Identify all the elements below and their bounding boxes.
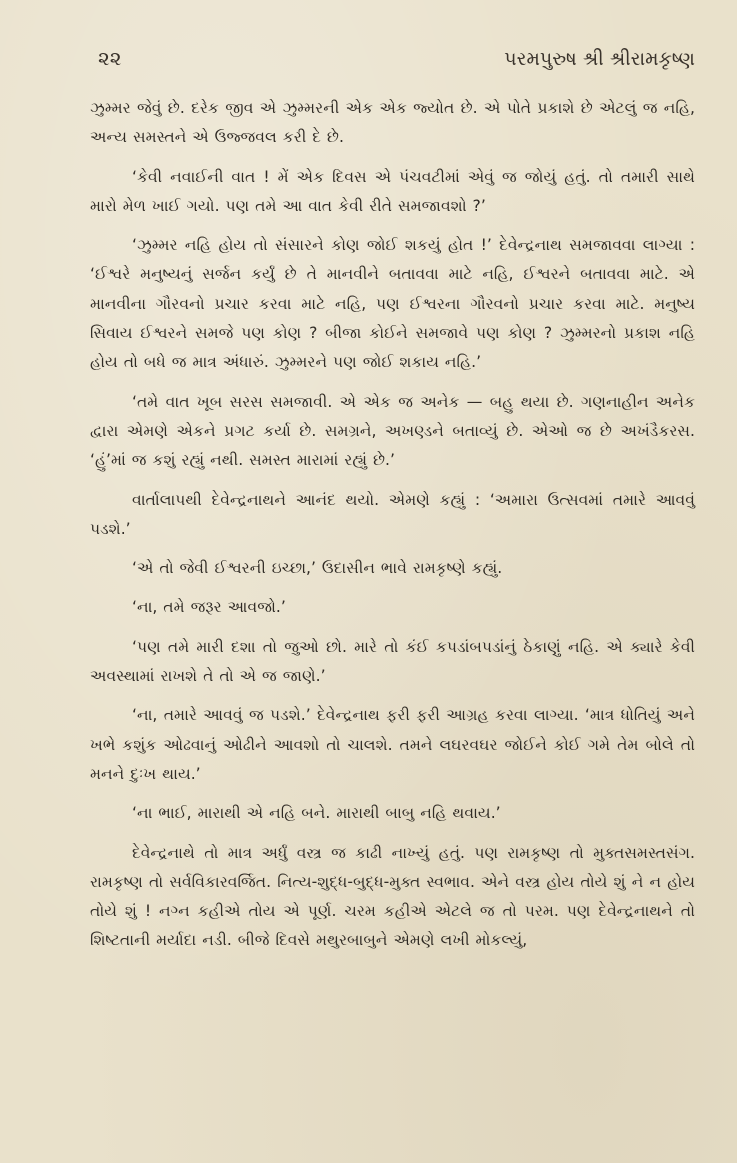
- paragraph: ‘ઝુમ્મર નહિ હોય તો સંસારને કોણ જોઈ શકયું હોત !’ દેવેન્દ્રનાથ સમજાવવા લાગ્યા : ‘ઈશ્વરે મનુષ્યનું સર્જન કર્યું છે તે માનવીને બતાવવા માટે નહિ, ઈશ્વરને બતાવવા માટે. એ માનવીના ગૌરવનો પ્રચાર કરવા માટે નહિ, પણ ઈશ્વરના ગૌરવનો પ્રચાર કરવા માટે. મનુષ્ય સિવાય ઈશ્વરને સમજે પણ કોણ ? બીજા કોઈને સમજાવે પણ કોણ ? ઝુમ્મરનો પ્રકાશ નહિ હોય તો બધે જ માત્ર અંધારું. ઝુમ્મરને પણ જોઈ શકાય નહિ.’: [90, 236, 695, 372]
- paragraph: ‘પણ તમે મારી દશા તો જુઓ છો. મારે તો કંઈ કપડાંબપડાંનું ઠેકાણું નહિ. એ ક્યારે કેવી અવસ્થામાં રાખશે તે તો એ જ જાણે.’: [90, 637, 695, 686]
- paragraph: ‘ના, તમારે આવવું જ પડશે.’ દેવેન્દ્રનાથ ફરી ફરી આગ્રહ કરવા લાગ્યા. ‘માત્ર ધોતિયું અને ખભે કશુંક ઓઢવાનું ઓઢીને આવશો તો ચાલશે. તમને લઘરવઘર જોઈને કોઈ ગમે તેમ બોલે તો મનને દુઃખ થાય.’: [90, 706, 695, 783]
- page-header: [98, 46, 695, 86]
- paragraph: દેવેન્દ્રનાથે તો માત્ર અર્ધું વસ્ત્ર જ કાઢી નાખ્યું હતું. પણ રામકૃષ્ણ તો મુક્તસમસ્તસંગ. રામકૃષ્ણ તો સર્વવિકારવર્જિત. નિત્ય-શુદ્ધ-બુદ્ધ-મુક્ત સ્વભાવ. એને વસ્ત્ર હોય તોયે શું ને ન હોય તોયે શું ! નગ્ન કહીએ તોય એ પૂર્ણ. ચરમ કહીએ એટલે જ તો પરમ. પણ દેવેન્દ્રનાથને તો શિષ્ટતાની મર્યાદા નડી. બીજે દિવસે મથુરબાબુને એમણે લખી મોકલ્યું,: [90, 843, 695, 950]
- paragraph: વાર્તાલાપથી દેવેન્દ્રનાથને આનંદ થયો. એમણે કહ્યું : ‘અમારા ઉત્સવમાં તમારે આવવું પડશે.’: [90, 490, 695, 538]
- running-title: પરમપુરુષ શ્રી શ્રીરામકૃષ્ણ: [504, 48, 695, 70]
- paragraph: ‘ના, તમે જરૂર આવજો.’: [132, 598, 286, 617]
- paragraph: ‘તમે વાત ખૂબ સરસ સમજાવી. એ એક જ અનેક — બહુ થયા છે. ગણનાહીન અનેક દ્વારા એમણે એકને પ્રગટ કર્યા છે. સમગ્રને, અખણ્ડને બતાવ્યું છે. એઓ જ છે અખંડૈકરસ. ‘હું’માં જ કશું રહ્યું નથી. સમસ્ત મારામાં રહ્યું છે.’: [90, 392, 695, 470]
- page-number: ૨૨: [98, 46, 122, 70]
- paragraph: ‘એ તો જેવી ઈશ્વરની ઇચ્છા,’ ઉદાસીન ભાવે રામકૃષ્ણે કહ્યું.: [132, 559, 503, 578]
- paragraph: ‘કેવી નવાઈની વાત ! મેં એક દિવસ એ પંચવટીમાં એવું જ જોયું હતું. તો તમારી સાથે મારો મેળ ખાઈ ગયો. પણ તમે આ વાત કેવી રીતે સમજાવશો ?’: [90, 167, 695, 215]
- body-text: [90, 94, 695, 956]
- paragraph: ઝુમ્મર જેવું છે. દરેક જીવ એ ઝુમ્મરની એક એક જ્યોત છે. એ પોતે પ્રકાશે છે એટલું જ નહિ, અન્ય સમસ્તને એ ઉજ્જવલ કરી દે છે.: [90, 99, 695, 147]
- paragraph: ‘ના ભાઈ, મારાથી એ નહિ બને. મારાથી બાબુ નહિ થવાય.’: [132, 804, 501, 823]
